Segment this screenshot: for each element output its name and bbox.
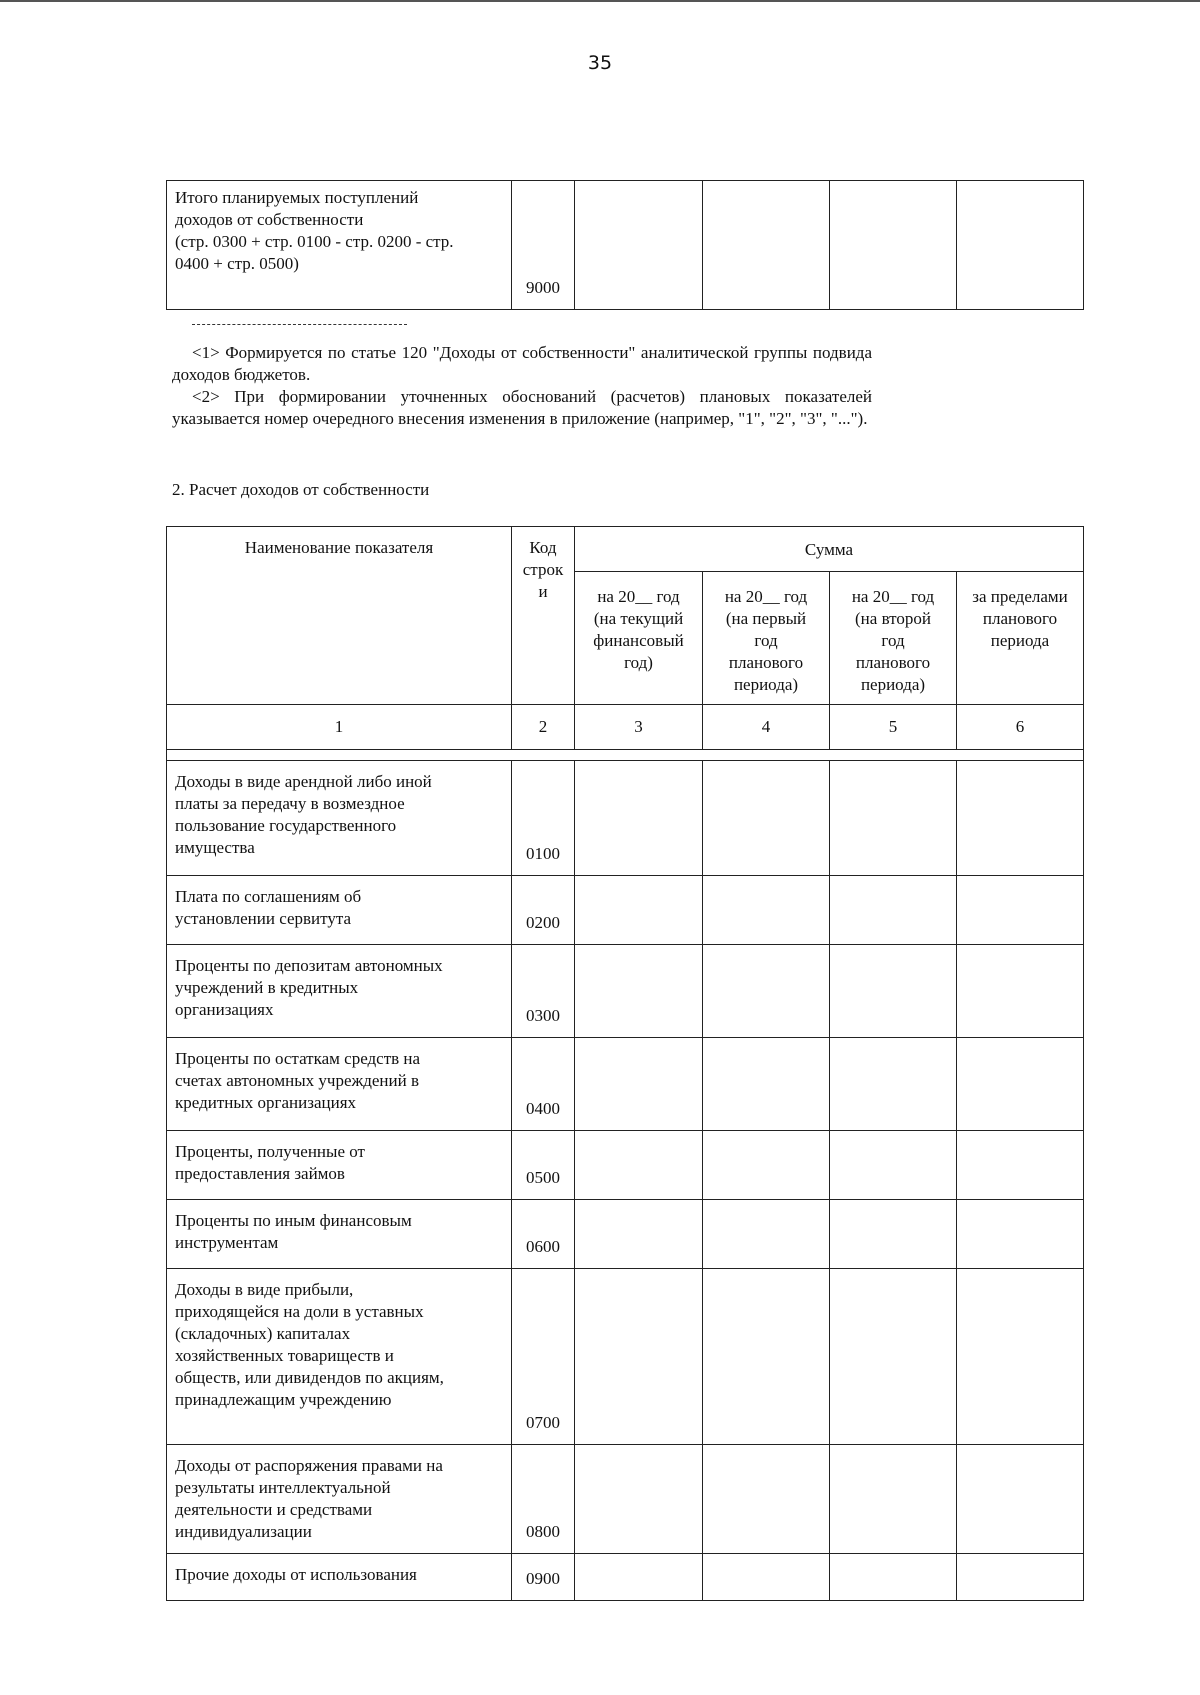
total-row-cell[interactable] — [703, 181, 830, 310]
column-numbers-row — [167, 705, 1084, 750]
amount-cell[interactable] — [575, 761, 703, 876]
footnote-2: <2> При формировании уточненных обоснований (расчетов) плановых показателей указывается номер очередного внесения изменения в приложение (например, "1", "2", "3", "..."). — [172, 387, 872, 428]
row-label: Доходы от распоряжения правами на результаты интеллектуальной деятельности и средствами индивидуализации — [167, 1445, 512, 1554]
amount-cell[interactable] — [957, 945, 1084, 1038]
amount-cell[interactable] — [575, 1131, 703, 1200]
table-row — [167, 1269, 1084, 1445]
header-beyond-plan-period: за пределами планового периода — [957, 572, 1084, 705]
amount-cell[interactable] — [830, 1200, 957, 1269]
amount-cell[interactable] — [703, 1200, 830, 1269]
total-row-cell[interactable] — [830, 181, 957, 310]
footnotes — [172, 342, 872, 430]
header-second-plan-year: на 20__ год (на второй год планового периода) — [830, 572, 957, 705]
table-row — [167, 1131, 1084, 1200]
amount-cell[interactable] — [575, 876, 703, 945]
header-first-plan-year: на 20__ год (на первый год планового периода) — [703, 572, 830, 705]
row-label: Плата по соглашениям об установлении сервитута — [167, 876, 512, 945]
table-row — [167, 1445, 1084, 1554]
total-row — [167, 181, 1084, 310]
amount-cell[interactable] — [830, 1554, 957, 1601]
amount-cell[interactable] — [957, 1131, 1084, 1200]
footnote-1: <1> Формируется по статье 120 "Доходы от собственности" аналитической группы подвида доходов бюджетов. — [172, 343, 872, 384]
amount-cell[interactable] — [575, 1269, 703, 1445]
amount-cell[interactable] — [575, 1038, 703, 1131]
row-label: Проценты по иным финансовым инструментам — [167, 1200, 512, 1269]
amount-cell[interactable] — [703, 761, 830, 876]
row-code: 0600 — [512, 1200, 575, 1269]
row-label: Доходы в виде арендной либо иной платы за передачу в возмездное пользование государственного имущества — [167, 761, 512, 876]
header-current-year: на 20__ год (на текущий финансовый год) — [575, 572, 703, 705]
table-row — [167, 1200, 1084, 1269]
column-number: 3 — [575, 705, 703, 750]
row-label: Проценты, полученные от предоставления займов — [167, 1131, 512, 1200]
amount-cell[interactable] — [575, 945, 703, 1038]
table-row — [167, 1038, 1084, 1131]
amount-cell[interactable] — [830, 876, 957, 945]
amount-cell[interactable] — [830, 1038, 957, 1131]
footnote-separator — [192, 324, 407, 325]
amount-cell[interactable] — [830, 1131, 957, 1200]
income-calculation-table — [166, 526, 1084, 1601]
row-label: Прочие доходы от использования — [167, 1554, 512, 1601]
amount-cell[interactable] — [957, 876, 1084, 945]
header-indicator-name: Наименование показателя — [167, 527, 512, 705]
total-row-code: 9000 — [512, 181, 575, 310]
row-label: Проценты по остаткам средств на счетах автономных учреждений в кредитных организациях — [167, 1038, 512, 1131]
table-row — [167, 761, 1084, 876]
amount-cell[interactable] — [830, 945, 957, 1038]
total-row-cell[interactable] — [575, 181, 703, 310]
amount-cell[interactable] — [703, 1445, 830, 1554]
table-row — [167, 1554, 1084, 1601]
amount-cell[interactable] — [703, 876, 830, 945]
amount-cell[interactable] — [703, 1269, 830, 1445]
amount-cell[interactable] — [957, 761, 1084, 876]
total-row-label: Итого планируемых поступлений доходов от собственности (стр. 0300 + стр. 0100 - стр. 0200 - стр. 0400 + стр. 0500) — [167, 181, 512, 310]
row-code: 0400 — [512, 1038, 575, 1131]
total-table — [166, 180, 1084, 310]
row-code: 0900 — [512, 1554, 575, 1601]
section-title: 2. Расчет доходов от собственности — [172, 480, 430, 499]
row-label: Доходы в виде прибыли, приходящейся на доли в уставных (складочных) капиталах хозяйственных товариществ и обществ, или дивидендов по акциям, принадлежащим учреждению — [167, 1269, 512, 1445]
amount-cell[interactable] — [957, 1554, 1084, 1601]
amount-cell[interactable] — [830, 1445, 957, 1554]
table-row — [167, 876, 1084, 945]
table-header-row — [167, 527, 1084, 572]
amount-cell[interactable] — [703, 1038, 830, 1131]
amount-cell[interactable] — [575, 1445, 703, 1554]
amount-cell[interactable] — [957, 1200, 1084, 1269]
row-code: 0100 — [512, 761, 575, 876]
amount-cell[interactable] — [703, 945, 830, 1038]
column-number: 4 — [703, 705, 830, 750]
table-row — [167, 945, 1084, 1038]
amount-cell[interactable] — [575, 1554, 703, 1601]
row-code: 0200 — [512, 876, 575, 945]
row-code: 0700 — [512, 1269, 575, 1445]
amount-cell[interactable] — [703, 1131, 830, 1200]
header-row-code: Код строк и — [512, 527, 575, 705]
separator-row — [167, 750, 1084, 761]
amount-cell[interactable] — [830, 1269, 957, 1445]
row-code: 0500 — [512, 1131, 575, 1200]
page-number: 35 — [587, 52, 613, 74]
amount-cell[interactable] — [830, 761, 957, 876]
row-code: 0800 — [512, 1445, 575, 1554]
total-row-cell[interactable] — [957, 181, 1084, 310]
row-label: Проценты по депозитам автономных учреждений в кредитных организациях — [167, 945, 512, 1038]
amount-cell[interactable] — [575, 1200, 703, 1269]
header-sum: Сумма — [575, 527, 1084, 572]
amount-cell[interactable] — [957, 1269, 1084, 1445]
column-number: 6 — [957, 705, 1084, 750]
amount-cell[interactable] — [703, 1554, 830, 1601]
column-number: 5 — [830, 705, 957, 750]
column-number: 1 — [167, 705, 512, 750]
row-code: 0300 — [512, 945, 575, 1038]
top-border-line — [0, 0, 1200, 2]
column-number: 2 — [512, 705, 575, 750]
amount-cell[interactable] — [957, 1445, 1084, 1554]
table-body — [167, 761, 1084, 1601]
amount-cell[interactable] — [957, 1038, 1084, 1131]
